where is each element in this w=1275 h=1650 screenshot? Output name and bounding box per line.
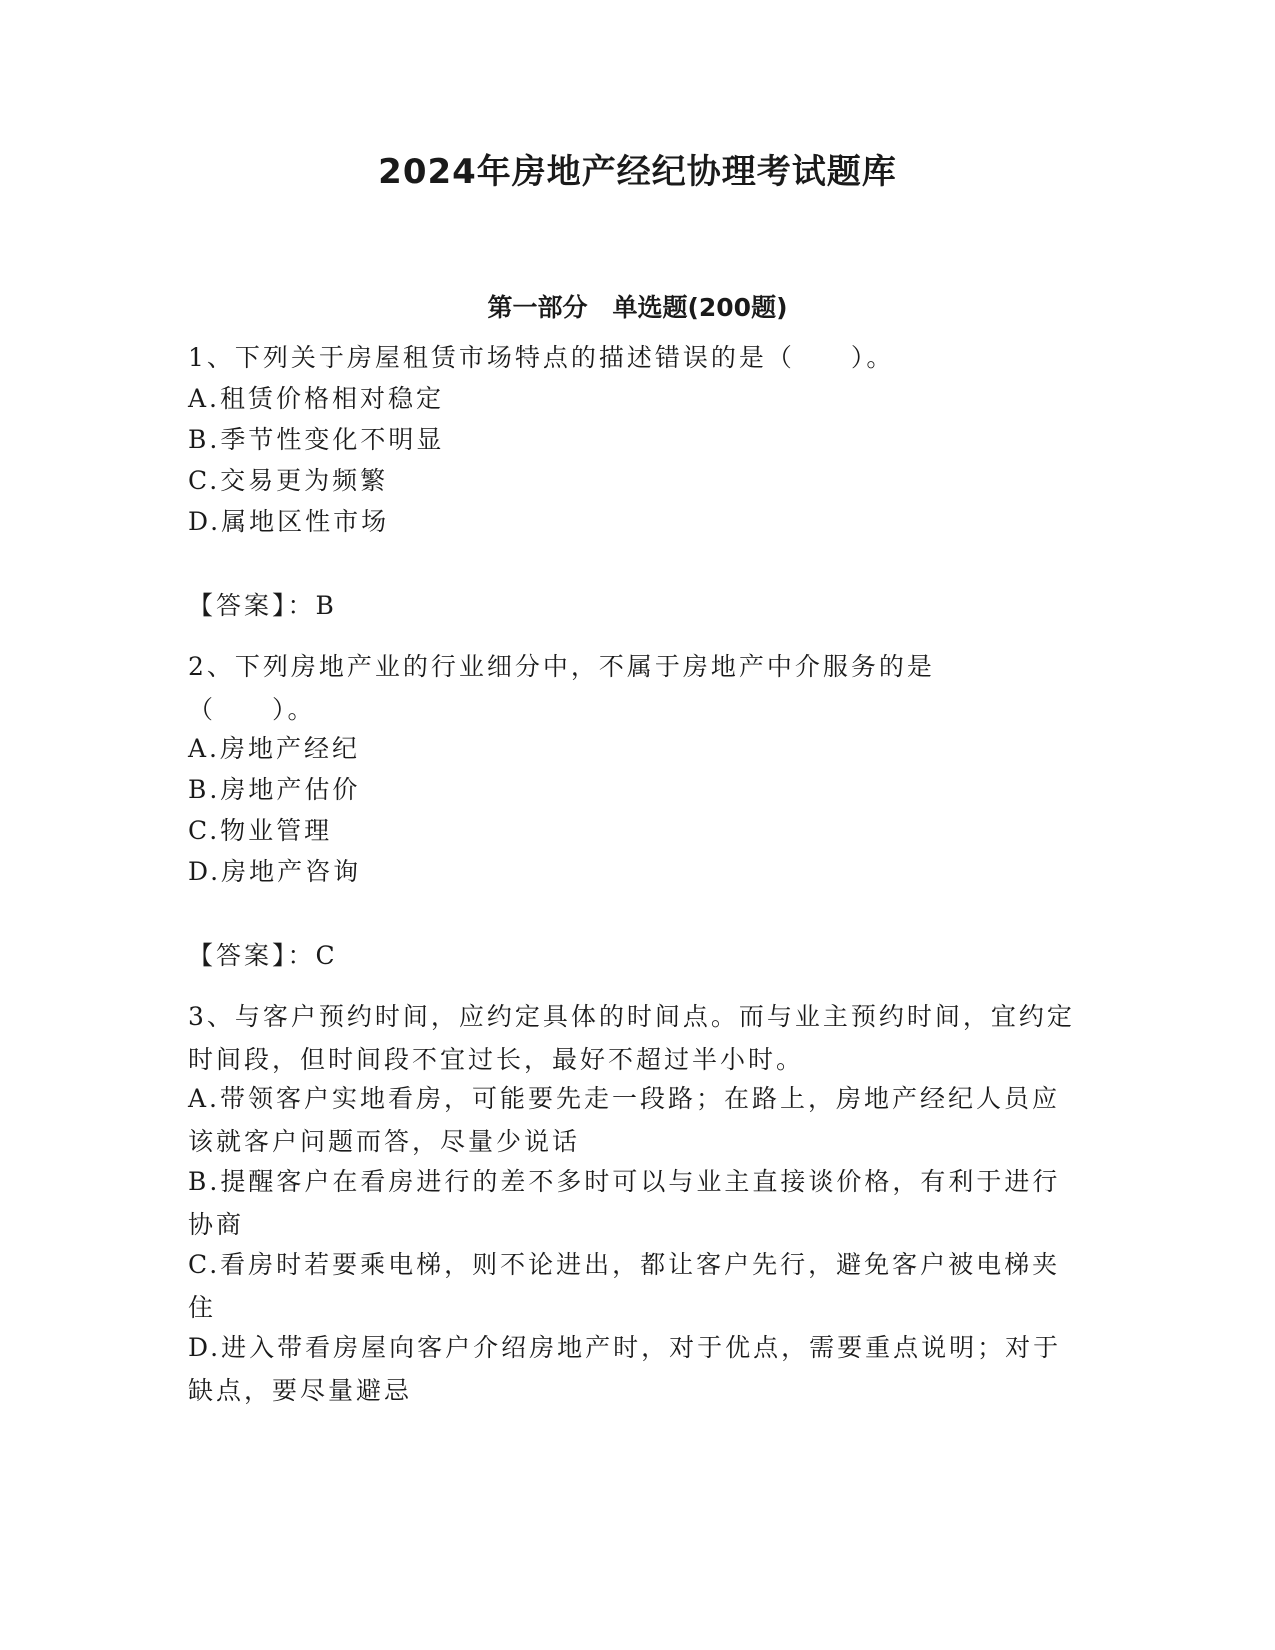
question-1-option-c: C.交易更为频繁 bbox=[188, 466, 389, 495]
question-3-option-c: C.看房时若要乘电梯，则不论进出，都让客户先行，避免客户被电梯夹住 bbox=[188, 1250, 1061, 1322]
question-1-option-a: A.租赁价格相对稳定 bbox=[188, 384, 445, 413]
question-1-option-d: D.属地区性市场 bbox=[188, 507, 390, 536]
question-2-option-c: C.物业管理 bbox=[188, 816, 333, 845]
question-1-option-b: B.季节性变化不明显 bbox=[188, 425, 445, 454]
question-3-stem: 3、与客户预约时间，应约定具体的时间点。而与业主预约时间，宜约定时间段，但时间段不宜过长，最好不超过半小时。 bbox=[188, 1002, 1075, 1074]
question-1-stem: 1、下列关于房屋租赁市场特点的描述错误的是（ ）。 bbox=[188, 343, 895, 372]
question-2-option-d: D.房地产咨询 bbox=[188, 857, 362, 886]
document-title: 2024年房地产经纪协理考试题库 bbox=[378, 152, 897, 192]
question-3-option-a: A.带领客户实地看房，可能要先走一段路；在路上，房地产经纪人员应该就客户问题而答，尽量少说话 bbox=[188, 1084, 1061, 1156]
question-2-option-a: A.房地产经纪 bbox=[188, 734, 361, 763]
section-title: 第一部分 单选题(200题) bbox=[487, 293, 788, 322]
question-3-option-d: D.进入带看房屋向客户介绍房地产时，对于优点，需要重点说明；对于缺点，要尽量避忌 bbox=[188, 1333, 1062, 1405]
question-2-option-b: B.房地产估价 bbox=[188, 775, 361, 804]
question-1-answer: 【答案】：B bbox=[188, 591, 337, 620]
question-2-answer: 【答案】：C bbox=[188, 941, 338, 970]
question-3-option-b: B.提醒客户在看房进行的差不多时可以与业主直接谈价格，有利于进行协商 bbox=[188, 1167, 1061, 1239]
question-2-stem: 2、下列房地产业的行业细分中，不属于房地产中介服务的是（ ）。 bbox=[188, 652, 935, 724]
